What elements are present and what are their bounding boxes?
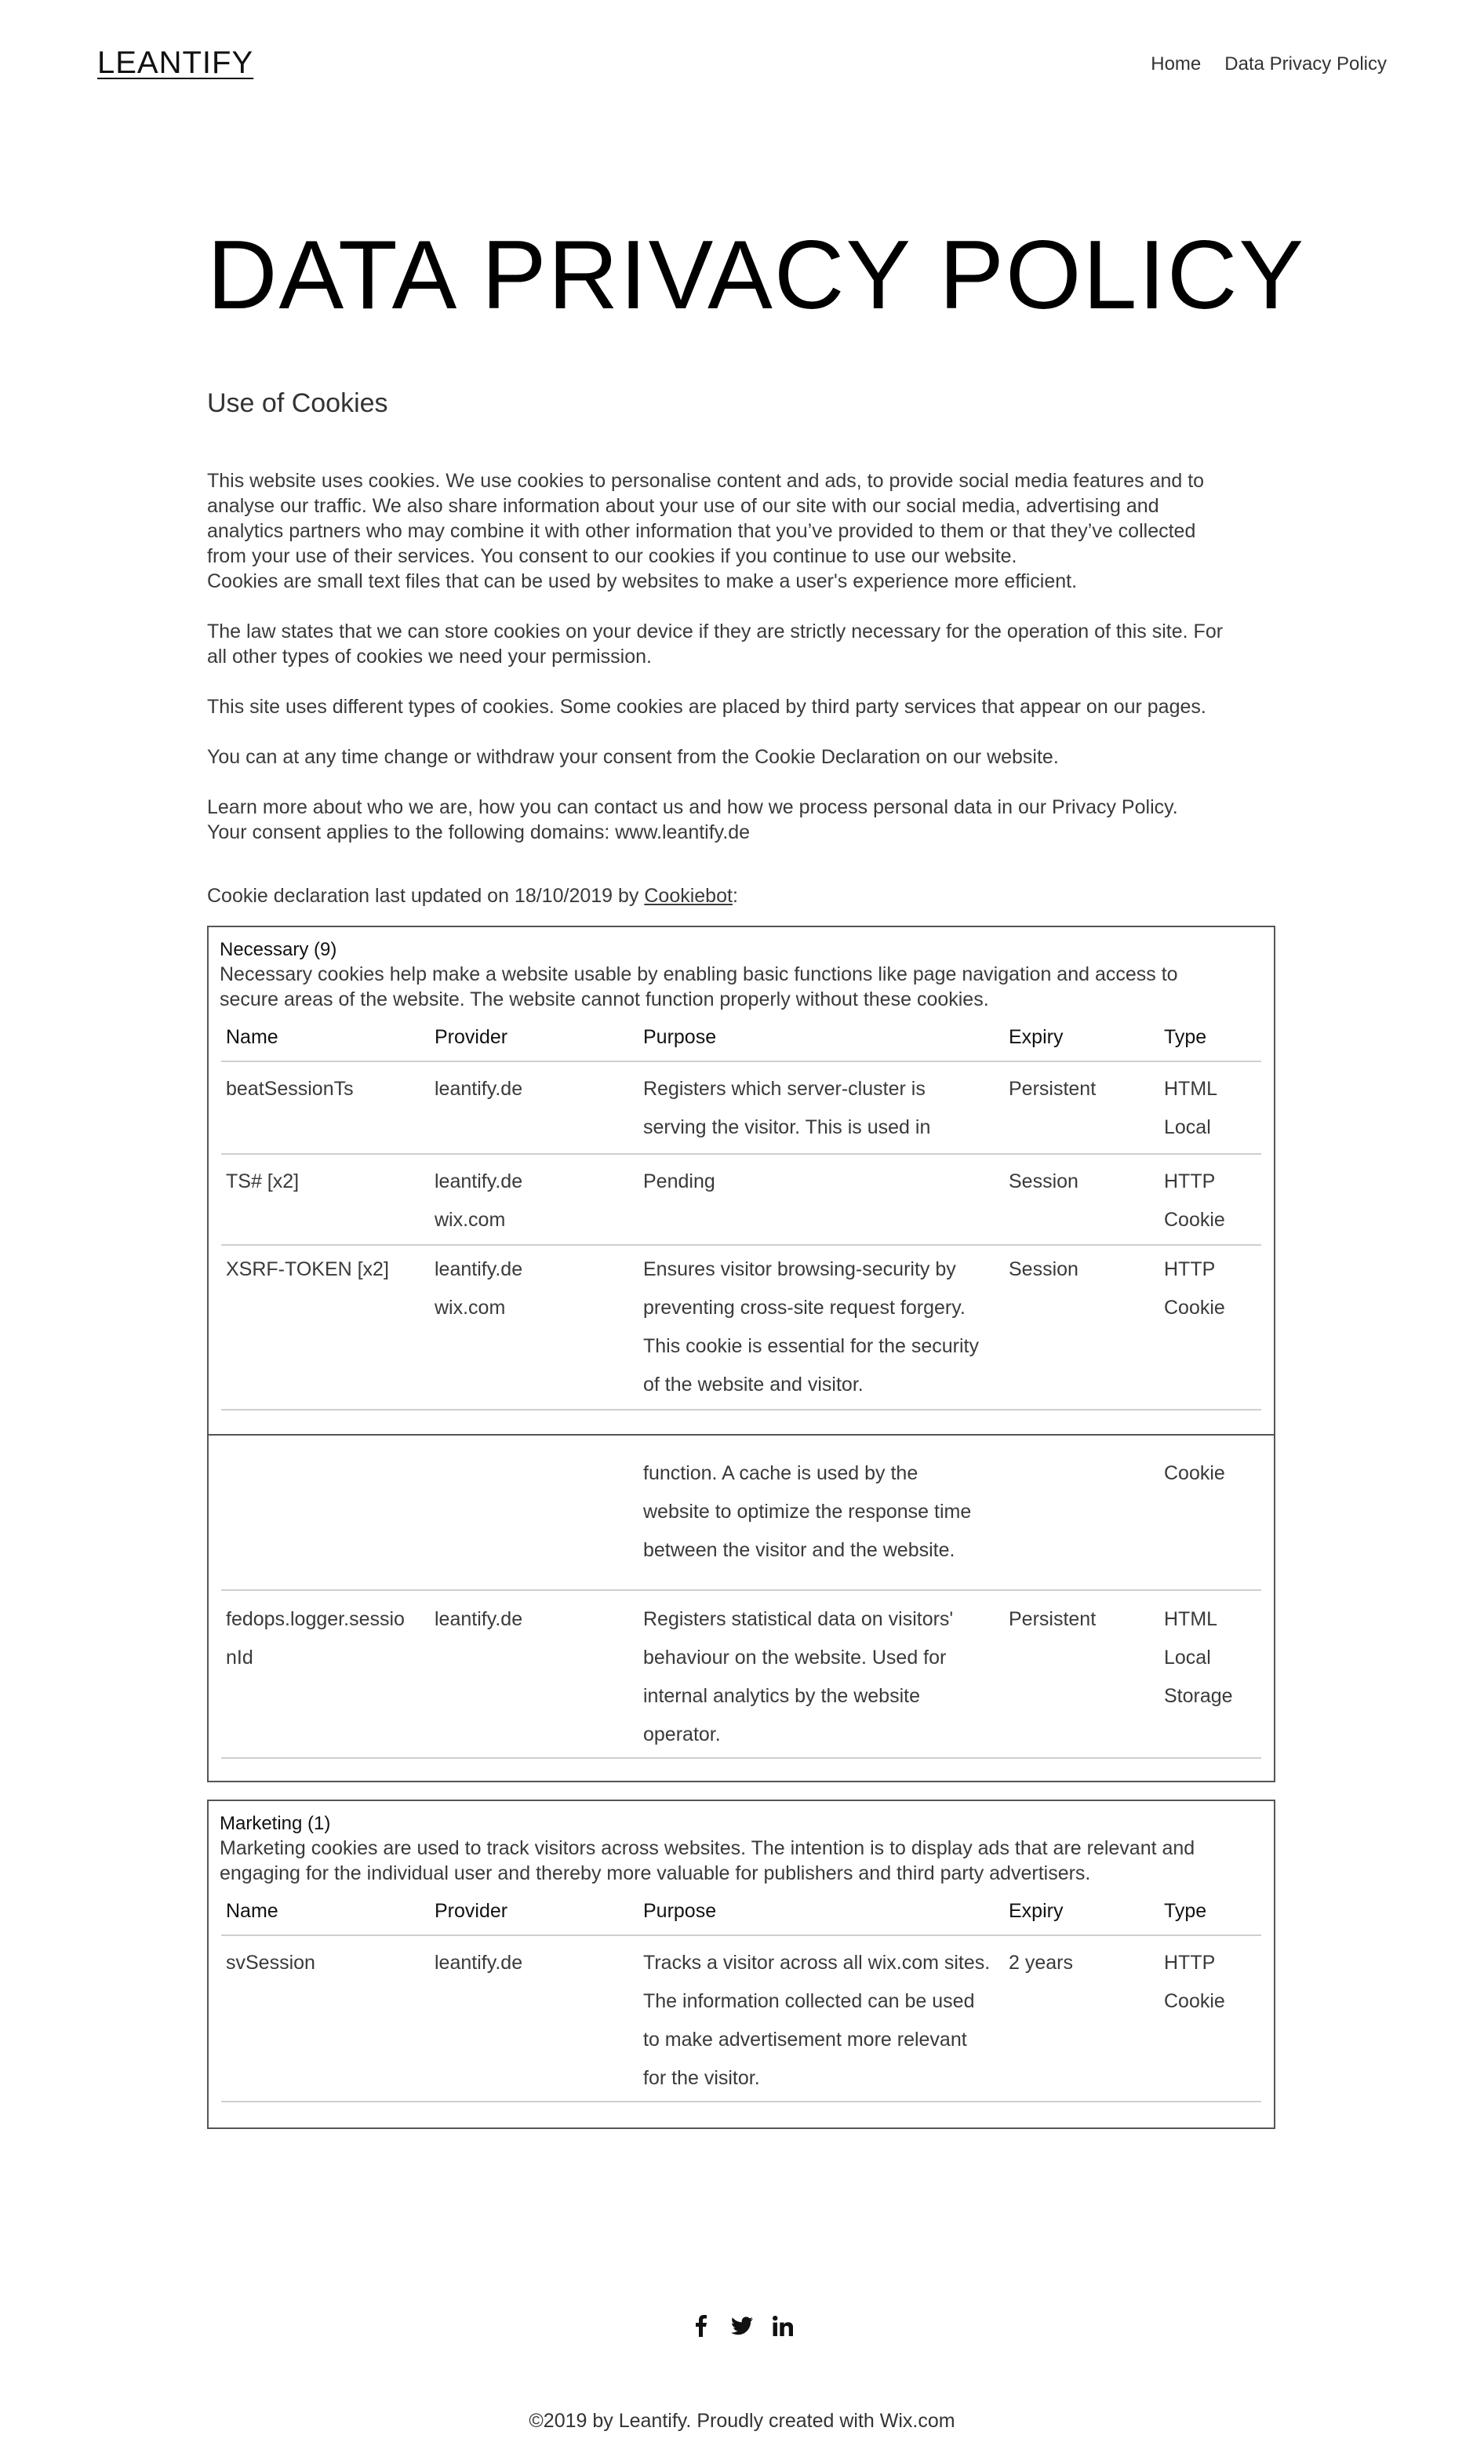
cookie-purpose: Registers statistical data on visitors' behaviour on the website. Used for internal analytics by the website operator.	[643, 1608, 954, 1745]
table-header	[221, 1017, 1261, 1062]
main-nav	[1151, 53, 1387, 75]
cookie-name: TS# [x2]	[226, 1170, 300, 1192]
cookie-expiry: Session	[1009, 1170, 1078, 1192]
facebook-icon[interactable]	[689, 2314, 713, 2338]
site-logo[interactable]: LEANTIFY	[97, 45, 254, 80]
cookie-expiry: Persistent	[1009, 1608, 1097, 1630]
cookie-purpose: Tracks a visitor across all wix.com sites. The information collected can be used to make advertisement more relevant for the visitor.	[643, 1952, 991, 2089]
cookie-provider: leantify.de	[435, 1608, 523, 1630]
nav-data-privacy-policy[interactable]: Data Privacy Policy	[1224, 53, 1387, 75]
text-line: from your use of their services. You consent to our cookies if you continue to use our website.	[207, 545, 1017, 567]
necessary-cookies-scroll-area[interactable]	[207, 1431, 1275, 1782]
cookie-provider: leantify.de wix.com	[435, 1170, 523, 1231]
text-line: This website uses cookies. We use cookies to personalise content and ads, to provide social media features and to	[207, 470, 1205, 492]
cookie-name: svSession	[226, 1952, 315, 1974]
cookie-provider: leantify.de wix.com	[435, 1258, 523, 1319]
table-row	[221, 1246, 1261, 1410]
cookie-expiry: Session	[1009, 1258, 1078, 1280]
col-purpose: Purpose	[643, 1026, 717, 1048]
text-line: Learn more about who we are, how you can contact us and how we process personal data in our Privacy Policy.	[207, 796, 1178, 818]
cookie-expiry: Persistent	[1009, 1078, 1097, 1100]
cookie-purpose: function. A cache is used by the website to optimize the response time between the visitor and the website.	[643, 1462, 972, 1561]
text-line: Your consent applies to the following domains: www.leantify.de	[207, 821, 751, 843]
cookie-type: HTML Local Storage	[1164, 1608, 1233, 1707]
table-row	[221, 1155, 1261, 1246]
text-line: analyse our traffic. We also share information about your use of our site with our social media, advertising and	[207, 495, 1159, 517]
cookie-purpose: Pending	[643, 1170, 715, 1192]
text-line: You can at any time change or withdraw your consent from the Cookie Declaration on our website.	[207, 746, 1059, 768]
marketing-description: Marketing cookies are used to track visitors across websites. The intention is to display ads that are relevant and engaging for the individual user and thereby more valuable for publishers and third party advertisers.	[220, 1837, 1195, 1884]
linkedin-icon[interactable]	[771, 2314, 795, 2338]
col-provider: Provider	[435, 1900, 508, 1922]
marketing-header	[220, 1812, 1255, 1886]
table-row	[221, 1431, 1261, 1591]
cookie-purpose: Ensures visitor browsing-security by preventing cross-site request forgery. This cookie is essential for the security of the website and visitor.	[643, 1258, 979, 1396]
cookie-declaration-updated	[207, 885, 738, 908]
consent-paragraph	[207, 744, 1274, 770]
table-row	[221, 1936, 1261, 2102]
cookie-type: HTML Local	[1164, 1078, 1218, 1138]
types-paragraph	[207, 694, 1274, 719]
col-expiry: Expiry	[1009, 1026, 1064, 1048]
text-line: analytics partners who may combine it with other information that you’ve provided to them or that they’ve collected	[207, 520, 1196, 542]
cookie-type: HTTP Cookie	[1164, 1258, 1225, 1319]
cookie-provider: leantify.de	[435, 1952, 523, 1974]
page-title: DATA PRIVACY POLICY	[207, 221, 1306, 329]
col-expiry: Expiry	[1009, 1900, 1064, 1922]
col-name: Name	[226, 1026, 278, 1048]
col-name: Name	[226, 1900, 278, 1922]
table-row	[221, 1062, 1261, 1155]
cookie-type: HTTP Cookie	[1164, 1170, 1225, 1231]
necessary-description: Necessary cookies help make a website usable by enabling basic functions like page navigation and access to secure areas of the website. The website cannot function properly without these cookies.	[220, 963, 1178, 1010]
footer-text: ©2019 by Leantify. Proudly created with Wix.com	[529, 2410, 955, 2432]
text-line: This site uses different types of cookies. Some cookies are placed by third party services that appear on our pages.	[207, 696, 1206, 718]
learn-more-paragraph	[207, 795, 1274, 845]
intro-paragraph	[207, 468, 1274, 594]
cookie-provider: leantify.de	[435, 1078, 523, 1100]
necessary-title: Necessary (9)	[220, 939, 337, 960]
cookiebot-link[interactable]: Cookiebot	[644, 885, 733, 907]
col-type: Type	[1164, 1900, 1207, 1922]
updated-suffix: :	[732, 885, 738, 907]
cookie-purpose: Registers which server-cluster is serving the visitor. This is used in	[643, 1078, 931, 1138]
table-row	[221, 1591, 1261, 1759]
cookie-expiry: 2 years	[1009, 1952, 1073, 1974]
table-header	[221, 1891, 1261, 1936]
col-purpose: Purpose	[643, 1900, 717, 1922]
cookie-type: Cookie	[1164, 1462, 1225, 1484]
necessary-header	[220, 938, 1255, 1012]
text-line: The law states that we can store cookies on your device if they are strictly necessary for the operation of this site. For	[207, 621, 1224, 642]
cookie-name: fedops.logger.sessio nId	[226, 1608, 405, 1669]
necessary-cookies-box	[207, 926, 1275, 1436]
cookie-name: XSRF-TOKEN [x2]	[226, 1258, 389, 1280]
section-title: Use of Cookies	[207, 388, 388, 418]
social-bar	[0, 2314, 1484, 2338]
updated-text: Cookie declaration last updated on 18/10/2019 by	[207, 885, 645, 907]
col-provider: Provider	[435, 1026, 508, 1048]
marketing-title: Marketing (1)	[220, 1813, 331, 1834]
cookie-type: HTTP Cookie	[1164, 1952, 1225, 2012]
nav-home[interactable]: Home	[1151, 53, 1202, 75]
text-line: all other types of cookies we need your permission.	[207, 646, 652, 668]
col-type: Type	[1164, 1026, 1207, 1048]
text-line: Cookies are small text files that can be used by websites to make a user's experience more efficient.	[207, 570, 1078, 592]
marketing-cookies-box	[207, 1800, 1275, 2129]
twitter-icon[interactable]	[730, 2314, 754, 2338]
cookie-name: beatSessionTs	[226, 1078, 354, 1100]
law-paragraph	[207, 619, 1274, 669]
